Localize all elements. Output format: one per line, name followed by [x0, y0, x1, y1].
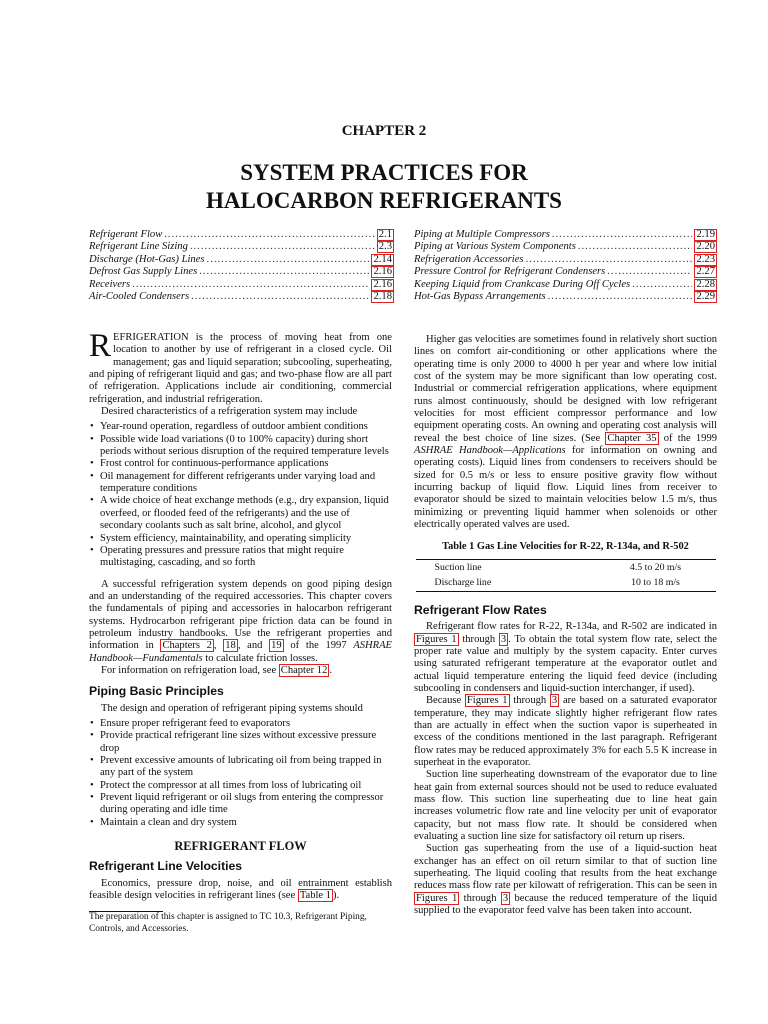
toc-entry[interactable] — [89, 241, 394, 253]
toc-page-link[interactable]: 2.1 — [378, 229, 392, 240]
chapter-35-link[interactable]: Chapter 35 — [607, 432, 657, 444]
figure-3-link[interactable]: 3 — [500, 633, 507, 645]
figure-3-link[interactable]: 3 — [502, 892, 509, 904]
toc-page-link[interactable]: 2.16 — [373, 266, 392, 278]
paragraph-text: are based on a saturated evaporator temperature, they may indicate slightly higher refrigerant flow rates than are actually in effect when the suction vapor is superheated in excess of the conditions mentioned in the last paragraph. Refrigerant flow rates may be reduced approximately 3% for each 5.5 K increase in superheat in the evaporator. — [414, 695, 717, 768]
list-item: • Provide practical refrigerant line sizes without excessive pressure drop — [89, 730, 392, 755]
toc-page-link[interactable]: 2.3 — [378, 241, 392, 253]
toc-title: Discharge (Hot-Gas) Lines — [89, 253, 205, 265]
piping-design-paragraph — [89, 579, 392, 665]
toc-entry[interactable] — [89, 254, 394, 266]
paragraph-text: , — [213, 640, 224, 652]
heat-exchanger-paragraph — [414, 843, 717, 917]
principles-intro: The design and operation of refrigerant piping systems should — [101, 702, 363, 714]
toc-leader — [199, 266, 369, 278]
toc-leader — [632, 279, 692, 291]
gas-velocities-paragraph — [414, 334, 717, 532]
desired-paragraph: Desired characteristics of a refrigeration system may include — [101, 406, 358, 418]
list-item: • Year-round operation, regardless of outdoor ambient conditions — [89, 421, 392, 433]
toc-title: Piping at Multiple Compressors — [414, 229, 550, 240]
table-row — [416, 560, 716, 576]
toc-right — [414, 229, 717, 303]
title-line-1: SYSTEM PRACTICES FOR — [240, 160, 528, 185]
chapter-title — [0, 159, 768, 215]
list-item: • System efficiency, maintainability, and operating simplicity — [89, 533, 392, 545]
paragraph-text: . — [329, 664, 332, 676]
list-item: • Prevent liquid refrigerant or oil slugs from entering the compressor during operating and idle time — [89, 792, 392, 817]
paragraph-text: For information on refrigeration load, see — [101, 664, 279, 676]
toc-entry[interactable] — [89, 291, 394, 303]
toc-leader — [164, 229, 374, 241]
chapter-19-link[interactable]: 19 — [271, 640, 282, 652]
toc-page-link[interactable]: 2.20 — [696, 241, 715, 253]
list-item: • A wide choice of heat exchange methods (e.g., dry expansion, liquid overfeed, or flooded feed of the refrigerants) and the use of secondary coolants such as salt brine, alcohol, and glycol — [89, 495, 392, 532]
paragraph-text: through — [458, 633, 499, 645]
velocity-table — [416, 559, 716, 592]
table-cell-value: 4.5 to 20 m/s — [629, 561, 682, 573]
toc-title: Hot-Gas Bypass Arrangements — [414, 290, 546, 302]
toc-leader — [207, 254, 370, 266]
paragraph-text: because the reduced temperature of the liquid supplied to the evaporator feed valve has been taken into account. — [414, 892, 717, 917]
paragraph-text: of the 1999 — [658, 432, 717, 444]
toc-page-link[interactable]: 2.19 — [696, 229, 715, 240]
intro-text: EFRIGERATION is the process of moving heat from one location to another by use of refrigerant in a closed cycle. Oil management; gas and liquid separation; subcooling, superheating, and piping of refrigerant liquid and gas; and two-phase flow are all part of refrigeration. Applications include air conditioning, commercial refrigeration, and industrial refrigeration. — [89, 332, 392, 405]
chapter-18-link[interactable]: 18 — [225, 640, 236, 652]
toc-page-link[interactable]: 2.23 — [696, 253, 715, 265]
flow-rates-paragraph — [414, 621, 717, 695]
list-item: • Prevent excessive amounts of lubricating oil from being trapped in any part of the system — [89, 755, 392, 780]
paragraph-text: Because — [426, 695, 465, 707]
paragraph-text: A successful refrigeration system depends on good piping design and an understanding of the required accessories. This chapter covers the fundamentals of piping and accessories in halocarbon refrigerant systems. Hydrocarbon refrigerant pipe friction data can be found in petroleum industry handbooks. Use the refrigerant properties and information in — [89, 578, 392, 652]
footnote: The preparation of this chapter is assigned to TC 10.3, Refrigerant Piping, Controls, and Accessories. — [89, 912, 367, 934]
list-item: • Oil management for different refrigerants under varying load and temperature conditions — [89, 471, 392, 496]
toc-title: Air-Cooled Condensers — [89, 290, 190, 302]
list-item: • Ensure proper refrigerant feed to evaporators — [89, 718, 392, 730]
chapters-2-link[interactable]: Chapters 2 — [162, 640, 212, 652]
table-1-link[interactable]: Table 1 — [299, 890, 331, 902]
list-item: • Protect the compressor at all times from loss of lubricating oil — [89, 780, 392, 792]
toc-page-link[interactable]: 2.27 — [696, 266, 715, 278]
toc-entry[interactable] — [414, 229, 717, 241]
intro-paragraph — [89, 328, 392, 406]
figures-1-link[interactable]: Figures 1 — [466, 695, 508, 707]
list-item: • Frost control for continuous-performance applications — [89, 458, 392, 470]
table-cell-label: Suction line — [434, 561, 482, 573]
table-row — [416, 575, 716, 591]
toc-title: Defrost Gas Supply Lines — [89, 266, 198, 278]
line-heat-gain-paragraph: Suction line superheating downstream of the evaporator due to line heat gain from external sources should not be used to reduce evaluated mass flow. This suction line superheating due to line heat gain increases volumetric flow rate and line velocity per unit of evaporator capacity, but not mass flow rate. It should be considered when evaluating a suction line size for satisfactory oil return up risers. — [414, 769, 717, 843]
paragraph-text: ). — [333, 890, 340, 902]
right-column — [414, 334, 717, 917]
principles-list — [89, 718, 392, 829]
toc-title: Receivers — [89, 278, 131, 290]
toc-entry[interactable] — [414, 279, 717, 291]
velocities-paragraph — [89, 878, 392, 903]
toc-leader — [578, 241, 693, 253]
toc-leader — [548, 291, 693, 303]
toc-page-link[interactable]: 2.16 — [373, 278, 392, 290]
chapter-12-link[interactable]: Chapter 12 — [280, 664, 328, 676]
figures-1-link[interactable]: Figures 1 — [416, 892, 458, 904]
paragraph-text: Economics, pressure drop, noise, and oil entrainment establish feasible design velocities in refrigerant lines (see — [89, 877, 392, 902]
toc-title: Piping at Various System Components — [414, 241, 576, 253]
toc-leader — [552, 229, 693, 241]
load-info-paragraph — [89, 665, 392, 677]
title-line-2: HALOCARBON REFRIGERANTS — [206, 188, 562, 213]
list-item: • Possible wide load variations (0 to 100% capacity) during short periods without serious disruption of the required temperature levels — [89, 434, 392, 459]
handbook-title: ASHRAE Handbook—Applications — [414, 445, 566, 457]
left-column — [89, 328, 392, 935]
toc-entry[interactable] — [414, 241, 717, 253]
section-refrigerant-flow: REFRIGERANT FLOW — [174, 839, 307, 854]
paragraph-text: . To obtain the total system flow rate, select the proper rate value and multiply by the system capacity. Enter curves using saturated refrigerant temperature at the evaporator outlet and actual liquid temperature entering the liquid feed device (including subcooling in condensers and liquid-suction interchanger, if used). — [414, 633, 717, 694]
toc-entry[interactable] — [89, 229, 394, 241]
paragraph-text: , and — [237, 640, 270, 652]
paragraph-text: Higher gas velocities are sometimes found in relatively short suction lines on comfort air-conditioning or other applications where the operating time is only 2000 to 4000 h per year and where low initial cost of the system may be more significant than low operating cost. Industrial or commercial refrigeration applications, where equipment runs almost continuously, should be designed with low refrigerant velocities for most efficient compressor performance and low equipment operating costs. An owning and operating cost analysis will reveal the best choice of line sizes. (See — [414, 334, 717, 444]
table-title: Table 1 Gas Line Velocities for R-22, R-134a, and R-502 — [442, 540, 689, 552]
paragraph-text: of the 1997 — [283, 640, 354, 652]
toc-page-link[interactable]: 2.18 — [373, 290, 392, 302]
heading-piping-principles: Piping Basic Principles — [89, 684, 224, 699]
toc-title: Refrigeration Accessories — [414, 253, 524, 265]
toc-title: Refrigerant Flow — [89, 229, 163, 240]
toc-entry[interactable] — [414, 291, 717, 303]
toc-page-link[interactable]: 2.29 — [696, 290, 715, 302]
chapter-label: CHAPTER 2 — [341, 123, 427, 139]
paragraph-text: for information on owning and operating costs). Liquid lines from condensers to receivers should be sized for 0.5 m/s or less to ensure positive gravity flow without incurring backup of liquid flow. Liquid lines from receiver to evaporator should be sized to maintain velocities below 1.5 m/s, thus minimizing or preventing liquid hammer when solenoids or other electrically operated valves are used. — [414, 445, 717, 531]
table-cell-value: 10 to 18 m/s — [631, 577, 680, 589]
paragraph-text: Refrigerant flow rates for R-22, R-134a, and R-502 are indicated in — [426, 621, 717, 633]
toc-entry[interactable] — [414, 266, 717, 278]
toc-page-link[interactable]: 2.14 — [373, 253, 392, 265]
heading-line-velocities: Refrigerant Line Velocities — [89, 859, 243, 874]
heading-flow-rates: Refrigerant Flow Rates — [414, 602, 547, 617]
toc-title: Refrigerant Line Sizing — [89, 241, 188, 253]
list-item: • Operating pressures and pressure ratios that might require multistaging, cascading, and so forth — [89, 545, 392, 570]
paragraph-text: through — [509, 695, 550, 707]
toc-entry[interactable] — [414, 254, 717, 266]
table-cell-label: Discharge line — [434, 577, 492, 589]
toc-leader — [607, 266, 692, 278]
toc-entry[interactable] — [89, 266, 394, 278]
paragraph-text: through — [459, 892, 501, 904]
handbook-title: ASHRAE Handbook—Fundamentals — [89, 640, 392, 664]
paragraph-text: to calculate friction losses. — [202, 652, 318, 664]
toc-leader — [191, 291, 369, 303]
desired-list — [89, 421, 392, 569]
toc-leader — [526, 254, 693, 266]
paragraph-text: Suction gas superheating from the use of a liquid-suction heat exchanger has an effect on oil return similar to that of suction line superheating. The liquid cooling that results from the heat exchange reduces mass flow rate per kilowatt of refrigeration. This can be seen in — [414, 843, 717, 892]
toc-leader — [132, 279, 369, 291]
toc-title: Keeping Liquid from Crankcase During Off Cycles — [414, 278, 631, 290]
drop-cap: R — [89, 328, 112, 364]
toc-left — [89, 229, 394, 303]
toc-leader — [190, 241, 375, 253]
figures-1-link[interactable]: Figures 1 — [416, 633, 457, 645]
toc-entry[interactable] — [89, 279, 394, 291]
toc-title: Pressure Control for Refrigerant Condensers — [414, 266, 606, 278]
figure-3-link[interactable]: 3 — [551, 695, 558, 707]
superheat-paragraph — [414, 695, 717, 769]
list-item: • Maintain a clean and dry system — [89, 817, 392, 829]
table-1 — [414, 541, 717, 592]
toc-page-link[interactable]: 2.28 — [696, 278, 715, 290]
